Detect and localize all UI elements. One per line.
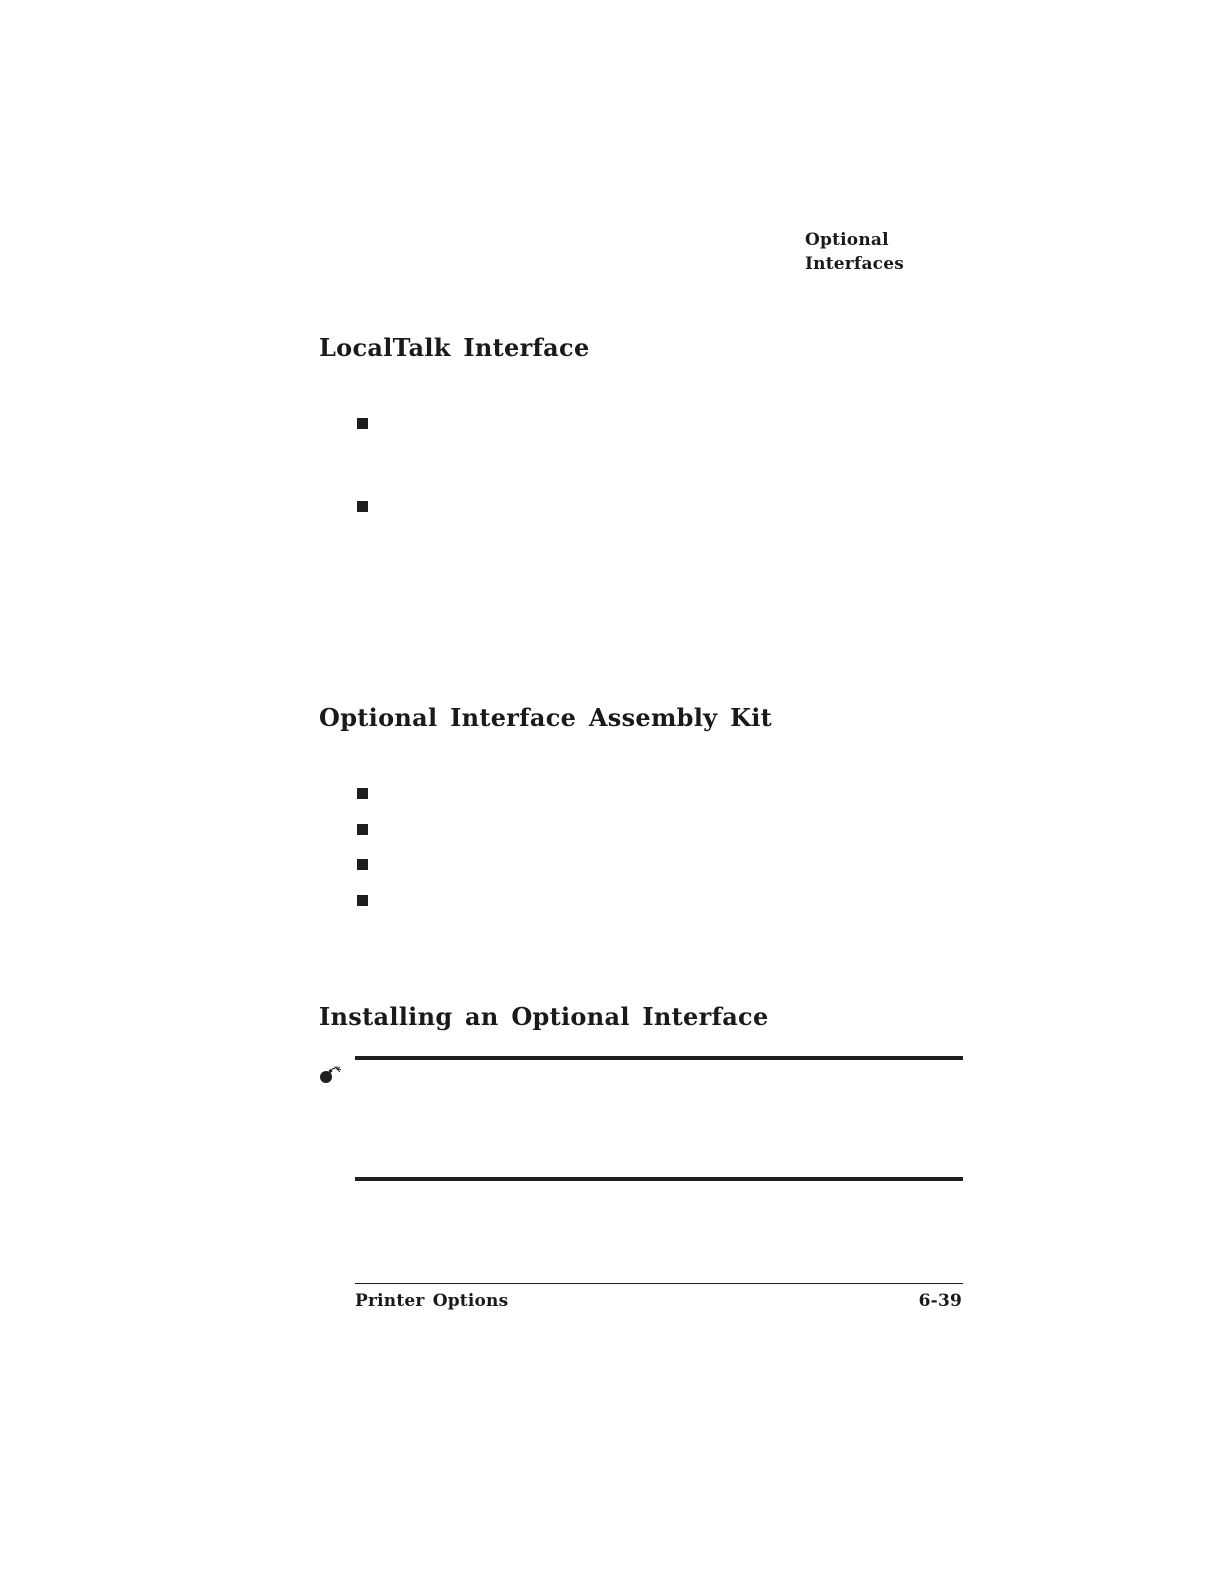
running-head: [805, 228, 904, 276]
bullet-marker: [357, 824, 368, 835]
bullet-marker: [357, 859, 368, 870]
bullet-marker: [357, 418, 368, 429]
section-heading-installing: Installing an Optional Interface: [319, 1002, 769, 1031]
bomb-icon: [319, 1066, 343, 1084]
section-heading-localtalk: LocalTalk Interface: [319, 333, 590, 362]
caution-bottom-rule: [355, 1177, 963, 1181]
running-head-line-1: Optional: [805, 230, 889, 250]
running-head-line-2: Interfaces: [805, 254, 905, 274]
footer-chapter-title: Printer Options: [355, 1291, 509, 1311]
section-heading-assembly-kit: Optional Interface Assembly Kit: [319, 703, 773, 732]
footer-rule: [355, 1283, 963, 1284]
bullet-marker: [357, 895, 368, 906]
bullet-marker: [357, 788, 368, 799]
caution-top-rule: [355, 1056, 963, 1060]
footer-page-number: 6-39: [918, 1291, 962, 1311]
bullet-marker: [357, 501, 368, 512]
